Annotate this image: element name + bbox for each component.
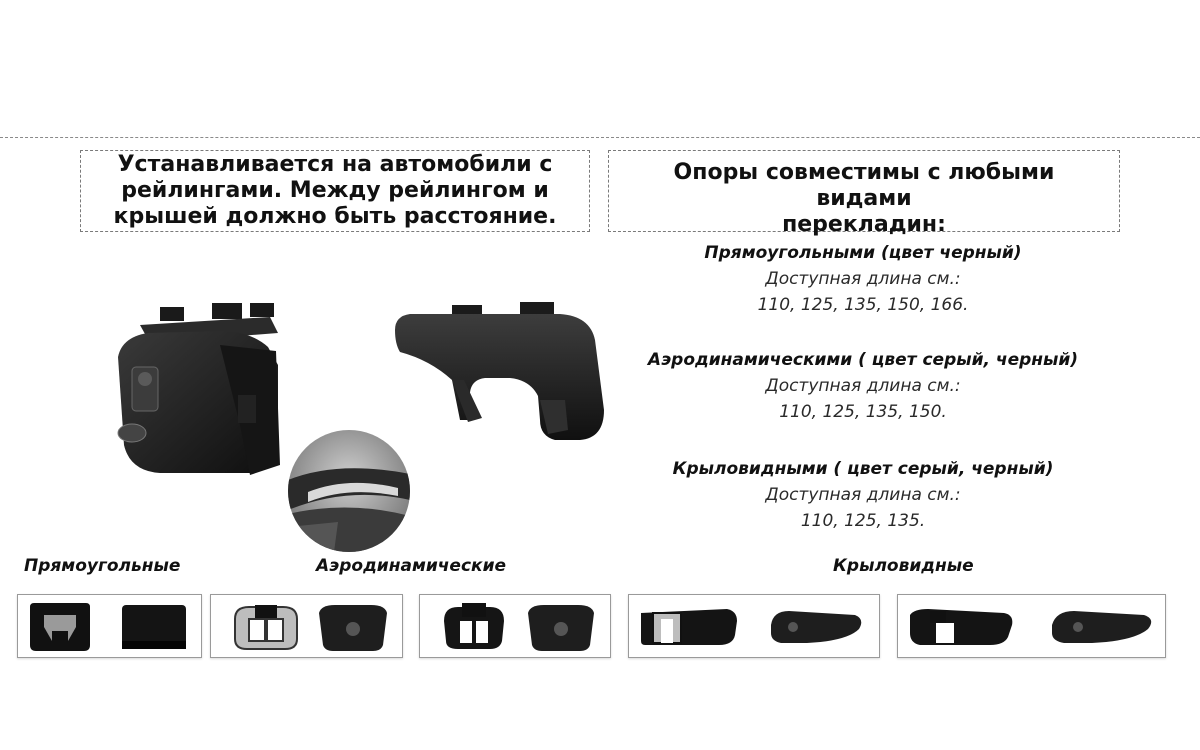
profile-box-wing-black (897, 594, 1166, 658)
wing-gray-cap-icon (767, 605, 867, 649)
category-label-aerodynamic: Аэродинамические (316, 556, 507, 576)
compatibility-note-text: Опоры совместимы с любыми видами перекладин: (673, 160, 1055, 237)
dashed-separator (0, 137, 1200, 138)
profile-box-aero-gray (210, 594, 403, 658)
wing-black-cap-icon (1048, 605, 1158, 649)
aero-gray-profile-section-icon (229, 599, 303, 655)
spec-lengths: 110, 125, 135, 150, 166. (757, 295, 969, 315)
aero-black-profile-section-icon (438, 599, 510, 655)
category-label-rectangular: Прямоугольные (24, 556, 181, 576)
spec-title: Крыловидными ( цвет серый, черный) (672, 459, 1054, 479)
profile-box-aero-black (419, 594, 611, 658)
spec-length-label: Доступная длина см.: (765, 485, 961, 505)
wing-gray-profile-section-icon (639, 605, 739, 649)
spec-title: Прямоугольными (цвет черный) (704, 243, 1022, 263)
installation-note-box (80, 150, 590, 232)
roof-rack-foot-front-image (100, 295, 290, 485)
spec-aerodynamic (620, 347, 1106, 425)
spec-lengths: 110, 125, 135. (800, 511, 926, 531)
profile-box-rectangular (17, 594, 202, 658)
spec-title: Аэродинамическими ( цвет серый, черный) (647, 350, 1079, 370)
aero-gray-cap-icon (313, 601, 393, 653)
spec-lengths: 110, 125, 135, 150. (779, 402, 947, 422)
aero-black-cap-icon (522, 601, 600, 653)
spec-length-label: Доступная длина см.: (765, 269, 961, 289)
roof-rail-closeup-image (288, 430, 410, 552)
rectangular-profile-section-icon (26, 601, 94, 653)
installation-note-text: Устанавливается на автомобили с рейлингами. Между рейлингом и крышей должно быть расстояние. (113, 152, 557, 229)
spec-length-label: Доступная длина см.: (765, 376, 961, 396)
spec-rectangular (620, 240, 1106, 318)
profile-box-wing-gray (628, 594, 880, 658)
spec-wing (620, 456, 1106, 534)
roof-rack-foot-side-image (390, 300, 610, 445)
wing-black-profile-section-icon (908, 605, 1016, 649)
compatibility-note-box (608, 150, 1120, 237)
category-label-wing: Крыловидные (833, 556, 974, 576)
rectangular-cap-icon (118, 601, 190, 653)
